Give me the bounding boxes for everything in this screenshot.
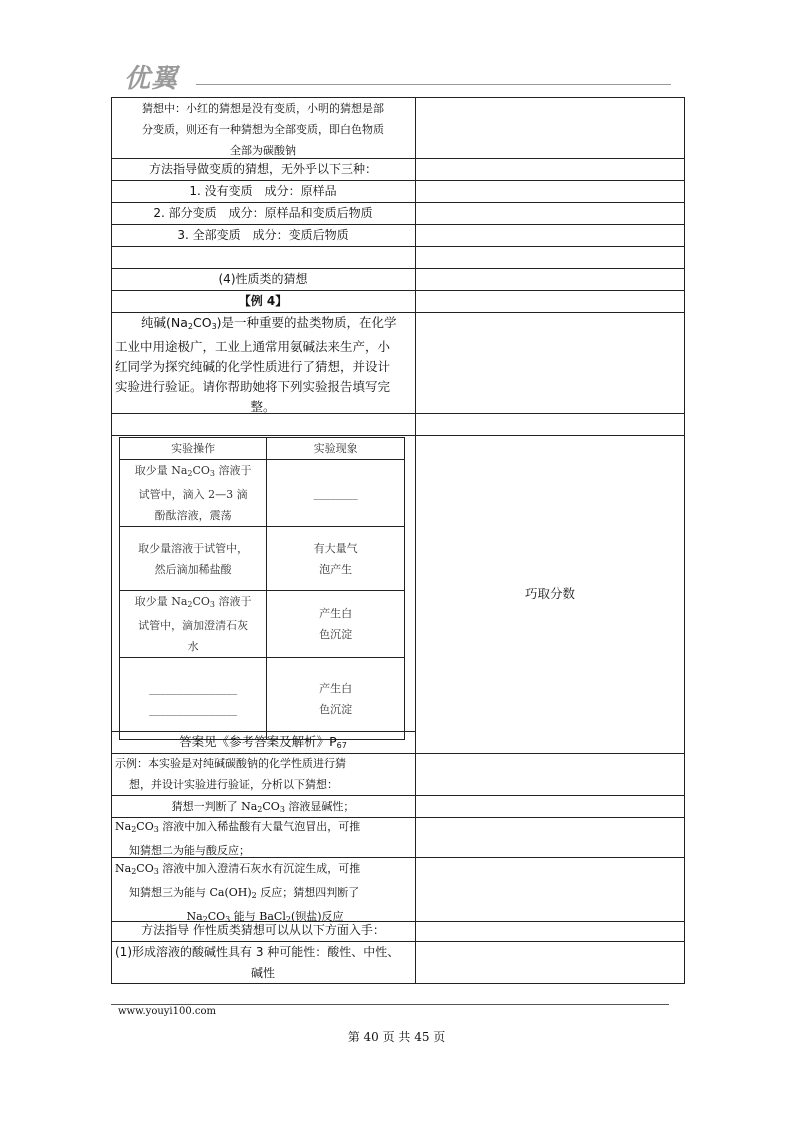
- guess-two: $Na_2CO_3$ 溶液中加入稀盐酸有大量气泡冒出，可推 知猜想二为能与酸反应；: [115, 820, 361, 857]
- header-operation: 实验操作: [120, 438, 267, 460]
- operation-cell: 取少量 $Na_2CO_3$ 溶液于 试管中，滴入 2—3 滴 酚酞溶液，震荡: [120, 460, 267, 527]
- guess-three-four: $Na_2CO_3$ 溶液中加入澄清石灰水有沉淀生成，可推 知猜想三为能与 $Ca(OH)_2$ 反应；猜想四判断了 $Na_2CO_3$ 能与 BaCl$_2$(钡盐)反应: [115, 862, 361, 924]
- footer-rule: [111, 1004, 669, 1005]
- acidity-possibilities: (1)形成溶液的酸碱性具有 3 种可能性：酸性、中性、 碱性: [115, 945, 400, 980]
- answer-note: 答案见《参考答案及解析》$P_{67}$: [179, 734, 347, 750]
- score-tip: 巧取分数: [524, 586, 575, 601]
- phenomenon-cell: 产生白 色沉淀: [267, 658, 405, 740]
- operation-cell: 取少量 $Na_2CO_3$ 溶液于 试管中，滴加澄清石灰 水: [120, 591, 267, 658]
- method-guide-2-text: 作性质类猜想可以从以下方面入手：: [192, 923, 385, 937]
- example-label: 【例 4】: [238, 294, 288, 308]
- footer-url[interactable]: www.youyi100.com: [118, 1006, 216, 1017]
- option-1: 1. 没有变质 成分：原样品: [189, 184, 337, 198]
- column-divider: [415, 97, 416, 984]
- method-guide-2-label: 方法指导: [141, 923, 190, 937]
- guess-one: 猜想一判断了 $Na_2CO_3$ 溶液显碱性；: [171, 800, 355, 814]
- logo: 优翼: [124, 64, 179, 94]
- row-line: [111, 435, 685, 436]
- guess-text: 猜想中：小红的猜想是没有变质，小明的猜想是部 分变质，则还有一种猜想为全部变质，即白色物质 全部为碳酸钠: [142, 102, 384, 157]
- operation-blank[interactable]: ________________ ________________: [120, 658, 267, 740]
- method-guide-row: [111, 159, 415, 180]
- row-line: [111, 246, 685, 247]
- option-2: 2. 部分变质 成分：原样品和变质后物质: [153, 206, 373, 220]
- header-rule: [196, 84, 671, 85]
- method-guide-label: 方法指导: [148, 162, 197, 176]
- header-phenomenon: 实验现象: [267, 438, 405, 460]
- operation-cell: 取少量溶液于试管中， 然后滴加稀盐酸: [120, 527, 267, 591]
- problem-text: 纯碱$(Na_2CO_3)$是一种重要的盐类物质，在化学 工业中用途极广，工业上通常用氨碱法来生产，小 红同学为探究纯碱的化学性质进行了猜想，并设计 实验进行验证。请你帮助她将下列实验报告填写完 整。: [115, 315, 397, 414]
- phenomenon-blank[interactable]: ________: [267, 460, 405, 527]
- example-intro: 示例：本实验是对纯碱碳酸钠的化学性质进行猜 想，并设计实验进行验证，分析以下猜想：: [115, 757, 346, 791]
- method-guide-text: 做变质的猜想，无外乎以下三种：: [197, 162, 378, 176]
- experiment-table: [119, 437, 405, 740]
- page-number: 第 40 页 共 45 页: [347, 1030, 446, 1044]
- option-3: 3. 全部变质 成分：变质后物质: [177, 228, 349, 242]
- section-heading: (4)性质类的猜想: [218, 272, 308, 286]
- phenomenon-cell: 产生白 色沉淀: [267, 591, 405, 658]
- phenomenon-cell: 有大量气 泡产生: [267, 527, 405, 591]
- method-guide-2: [111, 920, 415, 940]
